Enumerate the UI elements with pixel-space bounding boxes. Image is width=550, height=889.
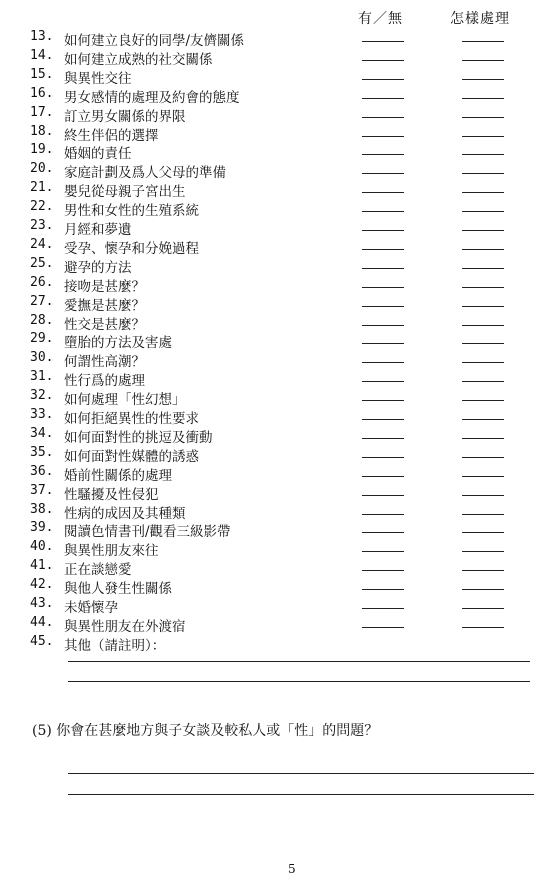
other-answer-line-1[interactable] <box>68 661 530 662</box>
questionnaire-item <box>0 29 550 48</box>
have-or-not-blank[interactable] <box>362 117 404 118</box>
item-text: 其他（請註明）： <box>64 637 166 654</box>
how-to-handle-blank[interactable] <box>462 136 504 137</box>
questionnaire-item <box>0 483 550 502</box>
how-to-handle-blank[interactable] <box>462 98 504 99</box>
item-number: 20. <box>30 161 54 177</box>
item-text: 閱讀色情書刊/觀看三級影帶 <box>64 524 231 541</box>
item-number: 28. <box>30 312 54 328</box>
how-to-handle-blank[interactable] <box>462 627 504 628</box>
item-text: 如何面對性媒體的誘惑 <box>64 448 199 465</box>
questionnaire-item <box>0 294 550 313</box>
have-or-not-blank[interactable] <box>362 325 404 326</box>
item-text: 如何處理「性幻想」 <box>64 392 186 409</box>
have-or-not-blank[interactable] <box>362 343 404 344</box>
how-to-handle-blank[interactable] <box>462 400 504 401</box>
item-number: 23. <box>30 218 54 233</box>
how-to-handle-blank[interactable] <box>462 211 504 212</box>
questionnaire-item <box>0 369 550 388</box>
item-number: 25. <box>30 255 54 271</box>
item-text: 避孕的方法 <box>64 259 132 276</box>
questionnaire-item <box>0 539 550 558</box>
item-text: 正在談戀愛 <box>64 562 132 579</box>
item-text: 月經和夢遺 <box>64 222 132 238</box>
questionnaire-item <box>0 388 550 407</box>
how-to-handle-blank[interactable] <box>462 230 504 231</box>
item-text: 與異性朋友在外渡宿 <box>64 618 186 635</box>
questionnaire-item <box>0 142 550 161</box>
have-or-not-blank[interactable] <box>362 287 404 288</box>
have-or-not-blank[interactable] <box>362 400 404 401</box>
item-number: 45. <box>30 633 54 649</box>
item-number: 36. <box>30 463 54 479</box>
item-number: 27. <box>30 293 54 309</box>
questionnaire-item <box>0 199 550 218</box>
have-or-not-blank[interactable] <box>362 438 404 439</box>
questionnaire-item <box>0 256 550 275</box>
questionnaire-item <box>0 313 550 332</box>
questionnaire-item <box>0 124 550 143</box>
have-or-not-blank[interactable] <box>362 381 404 382</box>
questionnaire-item <box>0 350 550 369</box>
item-number: 33. <box>30 407 54 422</box>
item-number: 17. <box>30 104 54 120</box>
other-answer-line-2[interactable] <box>68 681 530 682</box>
have-or-not-blank[interactable] <box>362 136 404 137</box>
item-number: 18. <box>30 123 54 139</box>
item-text: 婚前性關係的處理 <box>64 467 172 484</box>
how-to-handle-blank[interactable] <box>462 551 504 552</box>
questionnaire-item <box>0 161 550 180</box>
have-or-not-blank[interactable] <box>362 608 404 609</box>
questionnaire-item <box>0 331 550 350</box>
item-text: 如何面對性的挑逗及衝動 <box>64 429 213 446</box>
how-to-handle-blank[interactable] <box>462 287 504 288</box>
have-or-not-blank[interactable] <box>362 41 404 42</box>
question-5-answer-line-2[interactable] <box>68 794 534 795</box>
how-to-handle-blank[interactable] <box>462 608 504 609</box>
column-header-how-to-handle: 怎樣處理 <box>450 11 510 27</box>
how-to-handle-blank[interactable] <box>462 419 504 420</box>
have-or-not-blank[interactable] <box>362 98 404 99</box>
item-text: 家庭計劃及爲人父母的準備 <box>64 165 226 182</box>
have-or-not-blank[interactable] <box>362 268 404 269</box>
page-number: 5 <box>288 862 296 876</box>
item-text: 如何建立良好的同學/友儕關係 <box>64 33 245 49</box>
have-or-not-blank[interactable] <box>362 60 404 61</box>
item-text: 男女感情的處理及約會的態度 <box>64 89 240 106</box>
questionnaire-item <box>0 180 550 199</box>
item-number: 42. <box>30 577 54 593</box>
item-number: 32. <box>30 388 54 404</box>
item-text: 性騷擾及性侵犯 <box>64 486 159 503</box>
item-number: 37. <box>30 482 54 498</box>
item-number: 21. <box>30 180 54 196</box>
how-to-handle-blank[interactable] <box>462 495 504 496</box>
item-number: 19. <box>30 142 54 158</box>
question-5-answer-line-1[interactable] <box>68 773 534 774</box>
how-to-handle-blank[interactable] <box>462 249 504 250</box>
have-or-not-blank[interactable] <box>362 230 404 231</box>
have-or-not-blank[interactable] <box>362 211 404 212</box>
questionnaire-item <box>0 67 550 86</box>
questionnaire-item <box>0 502 550 521</box>
item-text: 受孕、懷孕和分娩過程 <box>64 240 199 257</box>
have-or-not-blank[interactable] <box>362 362 404 363</box>
questionnaire-item <box>0 237 550 256</box>
how-to-handle-blank[interactable] <box>462 589 504 590</box>
item-number: 43. <box>30 596 54 611</box>
have-or-not-blank[interactable] <box>362 79 404 80</box>
have-or-not-blank[interactable] <box>362 457 404 458</box>
item-number: 39. <box>30 520 54 536</box>
item-text: 未婚懷孕 <box>64 600 118 616</box>
questionnaire-item <box>0 218 550 237</box>
questionnaire-item <box>0 86 550 105</box>
have-or-not-blank[interactable] <box>362 306 404 307</box>
have-or-not-blank[interactable] <box>362 514 404 515</box>
how-to-handle-blank[interactable] <box>462 570 504 571</box>
how-to-handle-blank[interactable] <box>462 192 504 193</box>
how-to-handle-blank[interactable] <box>462 438 504 439</box>
item-number: 35. <box>30 444 54 460</box>
have-or-not-blank[interactable] <box>362 532 404 533</box>
item-text: 與他人發生性關係 <box>64 581 172 598</box>
item-text: 愛撫是甚麼？ <box>64 297 145 314</box>
item-number: 40. <box>30 539 54 555</box>
item-text: 終生伴侶的選擇 <box>64 127 159 144</box>
questionnaire-item <box>0 615 550 634</box>
item-text: 墮胎的方法及害處 <box>64 335 172 352</box>
how-to-handle-blank[interactable] <box>462 514 504 515</box>
item-number: 30. <box>30 350 54 366</box>
questionnaire-item <box>0 577 550 596</box>
item-number: 41. <box>30 558 54 574</box>
item-text: 婚姻的責任 <box>64 146 132 163</box>
how-to-handle-blank[interactable] <box>462 306 504 307</box>
how-to-handle-blank[interactable] <box>462 117 504 118</box>
item-number: 16. <box>30 85 54 101</box>
questionnaire-item <box>0 464 550 483</box>
item-text: 何謂性高潮？ <box>64 354 145 371</box>
have-or-not-blank[interactable] <box>362 589 404 590</box>
item-text: 訂立男女關係的界限 <box>64 108 186 125</box>
have-or-not-blank[interactable] <box>362 419 404 420</box>
questionnaire-item <box>0 596 550 615</box>
item-text: 性行爲的處理 <box>64 373 145 390</box>
questionnaire-item <box>0 407 550 426</box>
have-or-not-blank[interactable] <box>362 154 404 155</box>
item-text: 與異性朋友來往 <box>64 543 159 560</box>
how-to-handle-blank[interactable] <box>462 173 504 174</box>
question-5-text: (5) 你會在甚麼地方與子女談及較私人或「性」的問題？ <box>32 723 379 739</box>
item-text: 嬰兒從母親子宮出生 <box>64 184 186 201</box>
item-number: 22. <box>30 199 54 215</box>
how-to-handle-blank[interactable] <box>462 457 504 458</box>
have-or-not-blank[interactable] <box>362 173 404 174</box>
questionnaire-item <box>0 105 550 124</box>
how-to-handle-blank[interactable] <box>462 362 504 363</box>
questionnaire-item <box>0 275 550 294</box>
item-text: 與異性交往 <box>64 70 132 87</box>
item-text: 接吻是甚麼？ <box>64 278 145 295</box>
item-text: 如何拒絕異性的性要求 <box>64 411 199 427</box>
item-number: 29. <box>30 331 54 347</box>
questionnaire-item <box>0 558 550 577</box>
have-or-not-blank[interactable] <box>362 495 404 496</box>
column-header-have-or-not: 有／無 <box>358 11 403 27</box>
how-to-handle-blank[interactable] <box>462 343 504 344</box>
how-to-handle-blank[interactable] <box>462 381 504 382</box>
questionnaire-item <box>0 634 550 653</box>
questionnaire-item <box>0 426 550 445</box>
have-or-not-blank[interactable] <box>362 476 404 477</box>
have-or-not-blank[interactable] <box>362 249 404 250</box>
how-to-handle-blank[interactable] <box>462 476 504 477</box>
questionnaire-item <box>0 520 550 539</box>
item-number: 26. <box>30 274 54 290</box>
item-number: 44. <box>30 614 54 630</box>
how-to-handle-blank[interactable] <box>462 325 504 326</box>
item-text: 性病的成因及其種類 <box>64 505 186 522</box>
how-to-handle-blank[interactable] <box>462 41 504 42</box>
have-or-not-blank[interactable] <box>362 627 404 628</box>
have-or-not-blank[interactable] <box>362 192 404 193</box>
questionnaire-item <box>0 48 550 67</box>
questionnaire-item <box>0 445 550 464</box>
item-text: 性交是甚麼？ <box>64 316 145 333</box>
how-to-handle-blank[interactable] <box>462 79 504 80</box>
item-number: 24. <box>30 236 54 252</box>
item-number: 14. <box>30 47 54 63</box>
item-number: 34. <box>30 425 54 441</box>
item-number: 38. <box>30 501 54 517</box>
item-text: 男性和女性的生殖系統 <box>64 203 199 220</box>
item-number: 15. <box>30 66 54 82</box>
how-to-handle-blank[interactable] <box>462 268 504 269</box>
how-to-handle-blank[interactable] <box>462 154 504 155</box>
have-or-not-blank[interactable] <box>362 570 404 571</box>
item-number: 13. <box>30 29 54 44</box>
item-number: 31. <box>30 369 54 385</box>
have-or-not-blank[interactable] <box>362 551 404 552</box>
item-text: 如何建立成熟的社交關係 <box>64 51 213 68</box>
how-to-handle-blank[interactable] <box>462 60 504 61</box>
how-to-handle-blank[interactable] <box>462 532 504 533</box>
